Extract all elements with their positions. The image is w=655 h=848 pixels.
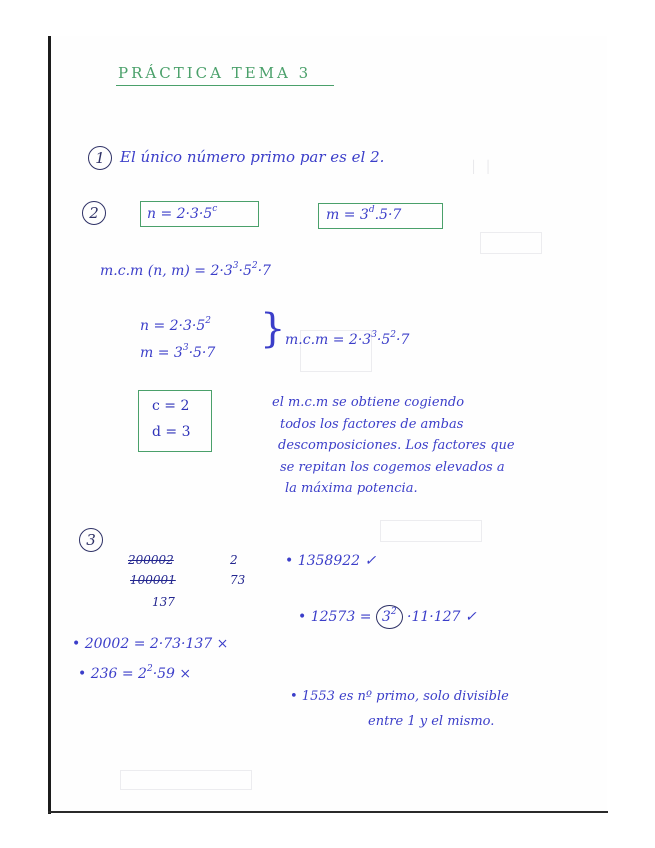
explanation-line: se repitan los cogemos elevados a <box>280 460 505 475</box>
exercise-number-circle: 2 <box>82 201 106 225</box>
show-through-box <box>120 770 252 790</box>
c-value: c = 2 <box>152 398 190 414</box>
answer-item: • 1553 es nº primo, solo divisible <box>290 689 509 704</box>
brace: } <box>260 306 286 352</box>
crossed-out-number: 73 <box>230 573 246 587</box>
answer-item-continuation: entre 1 y el mismo. <box>368 714 495 729</box>
d-value: d = 3 <box>152 424 191 440</box>
explanation-line: la máxima potencia. <box>285 481 418 496</box>
circled-factor: $3^2$ <box>376 605 403 629</box>
n-factorization: $n = 2\cdot 3\cdot 5^2$ <box>140 316 212 334</box>
exercise-number-circle: 3 <box>79 528 103 552</box>
show-through-marks: │ │ <box>470 160 492 174</box>
answer-item: • $12573 = 3^2 \cdot 11\cdot 127$ ✓ <box>298 605 477 629</box>
mcm-result: $m.c.m = 2\cdot 3^3\cdot 5^2\cdot 7$ <box>285 330 410 348</box>
crossed-out-number: 2 <box>230 553 238 567</box>
explanation-line: descomposiciones. Los factores que <box>278 438 515 453</box>
n-definition: $n = 2\cdot 3\cdot 5^c$ <box>147 204 218 222</box>
title-underline <box>116 85 334 86</box>
crossed-out-number: 200002 <box>128 553 174 567</box>
exercise-1-answer: El único número primo par es el 2. <box>120 148 385 166</box>
crossed-out-number: 100001 <box>130 573 176 587</box>
show-through-box <box>380 520 482 542</box>
crossed-out-number: 137 <box>152 595 175 609</box>
show-through-box <box>480 232 542 254</box>
answer-item: • 1358922 ✓ <box>285 553 377 569</box>
scan-edge-bottom <box>48 811 608 813</box>
answer-item: • 20002 = 2·73·137 × <box>72 636 229 652</box>
mcm-expression: m.c.m (n, $m) = 2\cdot 3^3\cdot 5^2\cdot 7$ <box>100 261 271 279</box>
explanation-line: el m.c.m se obtiene cogiendo <box>272 395 465 410</box>
page-title: PRÁCTICA TEMA 3 <box>118 64 312 82</box>
m-factorization: $m = 3^3\cdot 5\cdot 7$ <box>140 343 216 361</box>
explanation-line: todos los factores de ambas <box>280 417 464 432</box>
answer-item: • $236 = 2^2\cdot 59$ × <box>78 664 192 682</box>
exercise-number-circle: 1 <box>88 146 112 170</box>
m-definition: $m = 3^d.5\cdot 7$ <box>326 205 402 223</box>
